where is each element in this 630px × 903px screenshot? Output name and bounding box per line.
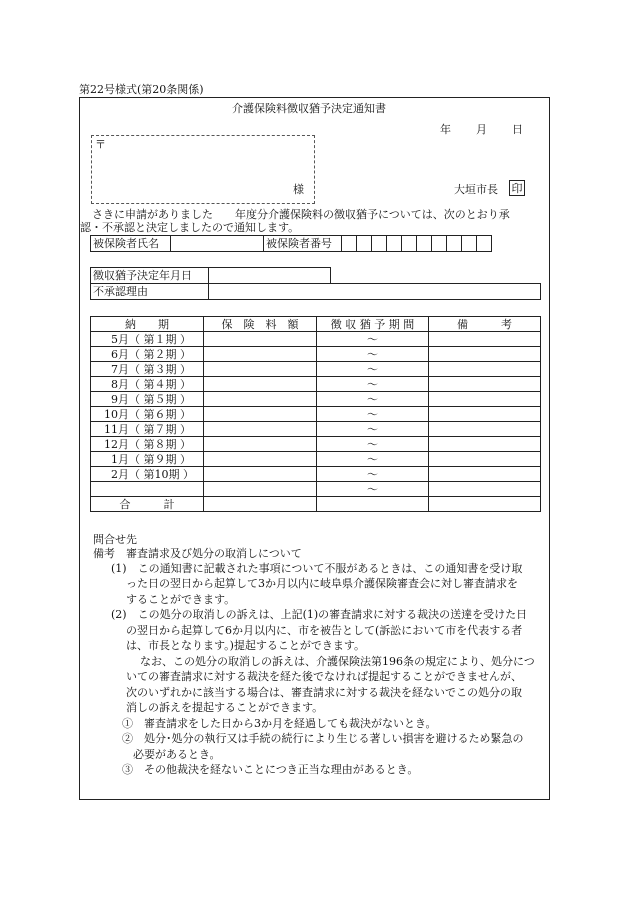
table-row [91,362,541,377]
deferment-period-cell[interactable]: ～ [317,362,429,377]
remarks-cell[interactable] [429,437,541,452]
due-month: 12月 [104,437,129,451]
note-line: なお、この処分の取消しの訴えは、介護保険法第196条の規定により、処分につ [140,655,535,668]
due-month: 8月 [111,377,129,391]
due-month: 7月 [111,362,129,376]
date-day: 日 [512,123,523,136]
due-period: （ 第５期 ） [129,392,191,406]
total-row [91,497,541,512]
table-row [91,437,541,452]
insured-number-cell[interactable] [447,236,462,252]
due-period-cell [91,437,204,452]
note-line: することができます。 [126,593,236,606]
address-box [91,135,315,204]
insured-number-cell[interactable] [417,236,432,252]
remarks-cell[interactable] [429,407,541,422]
premium-amount-cell[interactable] [204,437,317,452]
note-line: 消しの訴えを提起することができます。 [126,701,324,714]
table-row [91,407,541,422]
due-month: 9月 [111,392,129,406]
due-month: 2月 [111,467,129,481]
due-period: （ 第４期 ） [129,377,191,391]
remarks-cell[interactable] [429,362,541,377]
deferment-period-cell[interactable]: ～ [317,377,429,392]
deferment-period-cell[interactable]: ～ [317,422,429,437]
document-title: 介護保険料徴収猶予決定通知書 [232,102,386,115]
due-month: 6月 [111,347,129,361]
due-period-cell [91,392,204,407]
due-period-cell [91,332,204,347]
note-line: った日の翌日から起算して3か月以内に岐阜県介護保険審査会に対し審査請求を [126,577,518,590]
remarks-cell[interactable] [429,452,541,467]
due-period: （ 第１期 ） [129,332,191,346]
table-row [91,347,541,362]
due-period: （ 第６期 ） [129,407,191,421]
table-row [91,422,541,437]
due-month: 1月 [111,452,129,466]
note-line: ③ その他裁決を経ないことにつき正当な理由があるとき。 [122,763,419,776]
remarks-cell[interactable] [429,377,541,392]
header-remarks: 備 考 [429,317,541,332]
insured-number-cell[interactable] [402,236,417,252]
deferment-period-cell[interactable]: ～ [317,437,429,452]
insured-number-cell[interactable] [462,236,477,252]
decision-date-field[interactable] [209,268,331,284]
reason-label: 不承認理由 [91,284,209,300]
note-line: の翌日から起算して6か月以内に、市を被告として(訴訟において市を代表する者 [126,624,523,637]
total-amount-cell[interactable] [204,497,317,512]
note-line: いての審査請求に対する裁決を経た後でなければ提起することができませんが、 [126,670,522,683]
premium-amount-cell[interactable] [204,392,317,407]
decision-table [90,267,541,300]
premium-amount-cell[interactable] [204,407,317,422]
deferment-period-cell[interactable]: ～ [317,467,429,482]
remarks-cell[interactable] [429,392,541,407]
issuer-name: 大垣市長 [454,183,498,196]
header-due-period: 納 期 [91,317,204,332]
deferment-period-cell[interactable]: ～ [317,332,429,347]
due-period: （ 第10期 ） [129,467,194,481]
reason-field[interactable] [209,284,541,300]
premium-amount-cell[interactable] [204,422,317,437]
premium-amount-cell[interactable] [204,362,317,377]
decision-blank [331,268,541,284]
note-line: (1) この通知書に記載された事項について不服があるときは、この通知書を受け取 [111,562,523,575]
note-line: ① 審査請求をした日から3か月を経過しても裁決がないとき。 [122,717,437,730]
contact-label: 問合せ先 [93,533,137,546]
note-line: は、市長となります。)提起することができます。 [126,639,366,652]
notes-heading: 備考 審査請求及び処分の取消しについて [93,547,302,560]
seal-mark: 印 [509,180,525,196]
deferment-period-cell[interactable]: ～ [317,407,429,422]
insured-number-cell[interactable] [432,236,447,252]
premium-amount-cell[interactable] [204,332,317,347]
due-period-cell [91,362,204,377]
premium-amount-cell[interactable] [204,452,317,467]
total-remarks-cell [429,497,541,512]
due-period-cell [91,452,204,467]
payment-table [90,316,541,512]
due-period: （ 第３期 ） [129,362,191,376]
premium-amount-cell[interactable] [204,347,317,362]
insured-number-cell[interactable] [342,236,357,252]
due-period-cell [91,482,204,497]
premium-amount-cell[interactable] [204,482,317,497]
intro-line-1: さきに申請がありました 年度分介護保険料の徴収猶予については、次のとおり承 [92,208,510,221]
date-year: 年 [440,123,451,136]
deferment-period-cell[interactable]: ～ [317,392,429,407]
insured-number-cell[interactable] [387,236,402,252]
table-row [91,332,541,347]
due-period-cell [91,347,204,362]
due-period: （ 第２期 ） [129,347,191,361]
note-line: (2) この処分の取消しの訴えは、上記(1)の審査請求に対する裁決の送達を受けた日 [111,608,528,621]
table-row [91,377,541,392]
table-row [91,392,541,407]
insured-name-field[interactable] [171,236,264,252]
note-line: ② 処分･処分の執行又は手続の続行により生じる著しい損害を避けるため緊急の [122,732,524,745]
insured-number-cell[interactable] [477,236,492,252]
header-premium-amount: 保 険 料 額 [204,317,317,332]
insured-name-label: 被保険者氏名 [91,236,171,252]
remarks-cell[interactable] [429,422,541,437]
note-line: 必要があるとき。 [133,748,221,761]
table-row [91,482,541,497]
total-label: 合 計 [91,497,204,512]
remarks-cell[interactable] [429,347,541,362]
due-month: 5月 [111,332,129,346]
deferment-period-cell[interactable]: ～ [317,482,429,497]
due-period: （ 第９期 ） [129,452,191,466]
intro-line-2: 認・不承認と決定しましたので通知します。 [80,221,300,234]
table-row [91,467,541,482]
due-period: （ 第７期 ） [129,422,191,436]
premium-amount-cell[interactable] [204,467,317,482]
header-deferment-period: 徴 収 猶 予 期 間 [317,317,429,332]
remarks-cell[interactable] [429,467,541,482]
postal-mark: 〒 [95,138,106,151]
insured-table [90,235,492,252]
due-period-cell [91,407,204,422]
insured-number-cell[interactable] [357,236,372,252]
total-deferment-cell [317,497,429,512]
table-row [91,452,541,467]
premium-amount-cell[interactable] [204,377,317,392]
note-line: 次のいずれかに該当する場合は、審査請求に対する裁決を経ないでこの処分の取 [126,686,522,699]
date-month: 月 [476,123,487,136]
due-period-cell [91,377,204,392]
form-number: 第22号様式(第20条関係) [79,83,204,96]
insured-number-label: 被保険者番号 [264,236,342,252]
deferment-period-cell[interactable]: ～ [317,347,429,362]
remarks-cell[interactable] [429,482,541,497]
recipient-honorific: 様 [293,183,304,196]
due-month: 11月 [104,422,129,436]
due-month: 10月 [104,407,129,421]
insured-number-cell[interactable] [372,236,387,252]
deferment-period-cell[interactable]: ～ [317,452,429,467]
remarks-cell[interactable] [429,332,541,347]
due-period: （ 第８期 ） [129,437,191,451]
due-period-cell [91,422,204,437]
due-period-cell [91,467,204,482]
decision-date-label: 徴収猶予決定年月日 [91,268,209,284]
